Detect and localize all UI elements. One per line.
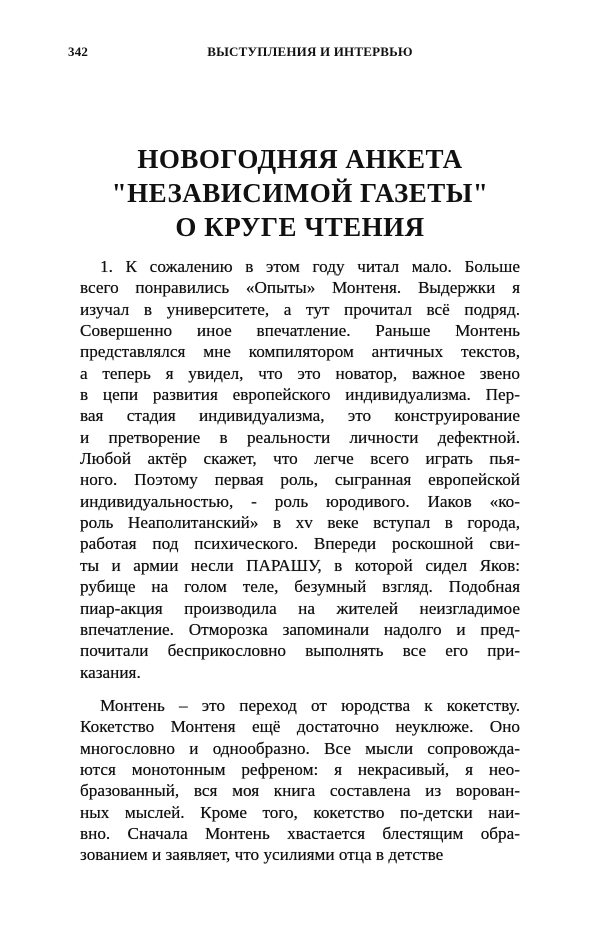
text-line: многословно и однообразно. Все мысли сопровожда- bbox=[80, 738, 520, 758]
paragraph bbox=[80, 695, 520, 866]
title-line: "НЕЗАВИСИМОЙ ГАЗЕТЫ" bbox=[111, 178, 489, 208]
text-line: пиар-акция производила на жителей неизгладимое bbox=[80, 598, 520, 618]
running-header: ВЫСТУПЛЕНИЯ И ИНТЕРВЬЮ bbox=[207, 44, 413, 59]
text-line: ного. Поэтому первая роль, сыгранная европейской bbox=[80, 470, 520, 490]
text-line: ты и армии несли ПАРАШУ, в которой сидел Яков: bbox=[80, 555, 520, 575]
text-line: Кокетство Монтеня ещё достаточно неуклюже. Оно bbox=[80, 717, 520, 737]
text-line: всего понравились «Опыты» Монтеня. Выдержки я bbox=[80, 278, 520, 298]
text-line: роль Неаполитанский» в xv веке вступал в города, bbox=[80, 513, 520, 533]
text-line: в цепи развития европейского индивидуализма. Пер- bbox=[80, 385, 520, 405]
text-line: зованием и заявляет, что усилиями отца в детстве bbox=[80, 845, 444, 865]
text-line: казания. bbox=[80, 662, 141, 682]
article-title bbox=[0, 142, 600, 244]
text-line: работая под психического. Впереди роскошной сви- bbox=[80, 534, 520, 554]
article-body bbox=[80, 256, 520, 866]
text-line: 1. К сожалению в этом году читал мало. Больше bbox=[100, 257, 520, 276]
page-number: 342 bbox=[68, 44, 89, 59]
paragraph-gap bbox=[80, 683, 520, 695]
text-line: изучал в университете, а тут прочитал всё подряд. bbox=[80, 299, 520, 319]
text-line: Любой актёр скажет, что легче всего играть пья- bbox=[80, 449, 520, 469]
text-line: вно. Сначала Монтень хвастается блестящим обра- bbox=[80, 823, 520, 843]
title-line: О КРУГЕ ЧТЕНИЯ bbox=[175, 212, 425, 242]
text-line: а теперь я увидел, что это новатор, важное звено bbox=[80, 363, 520, 383]
text-line: ются монотонным рефреном: я некрасивый, я нео- bbox=[80, 759, 520, 779]
text-line: и претворение в реальности личности дефектной. bbox=[80, 427, 520, 447]
text-line: впечатление. Отморозка запоминали надолго и пред- bbox=[80, 619, 520, 639]
text-line: представлялся мне компилятором античных текстов, bbox=[80, 342, 520, 362]
text-line: ных мыслей. Кроме того, кокетство по-детски наи- bbox=[80, 802, 520, 822]
text-line: Монтень – это переход от юродства к кокетству. bbox=[100, 695, 520, 715]
title-line: НОВОГОДНЯЯ АНКЕТА bbox=[137, 144, 463, 174]
text-line: рубище на голом теле, безумный взгляд. Подобная bbox=[80, 577, 520, 597]
text-line: бразованный, вся моя книга составлена из ворован- bbox=[80, 781, 520, 801]
text-line: индивидуальностью, - роль юродивого. Иаков «ко- bbox=[80, 491, 520, 511]
text-line: почитали бесприкословно выполнять все его при- bbox=[80, 641, 520, 661]
paragraph bbox=[80, 256, 520, 683]
text-line: Совершенно иное впечатление. Раньше Монтень bbox=[80, 321, 520, 341]
text-line: вая стадия индивидуализма, это конструирование bbox=[80, 406, 520, 426]
